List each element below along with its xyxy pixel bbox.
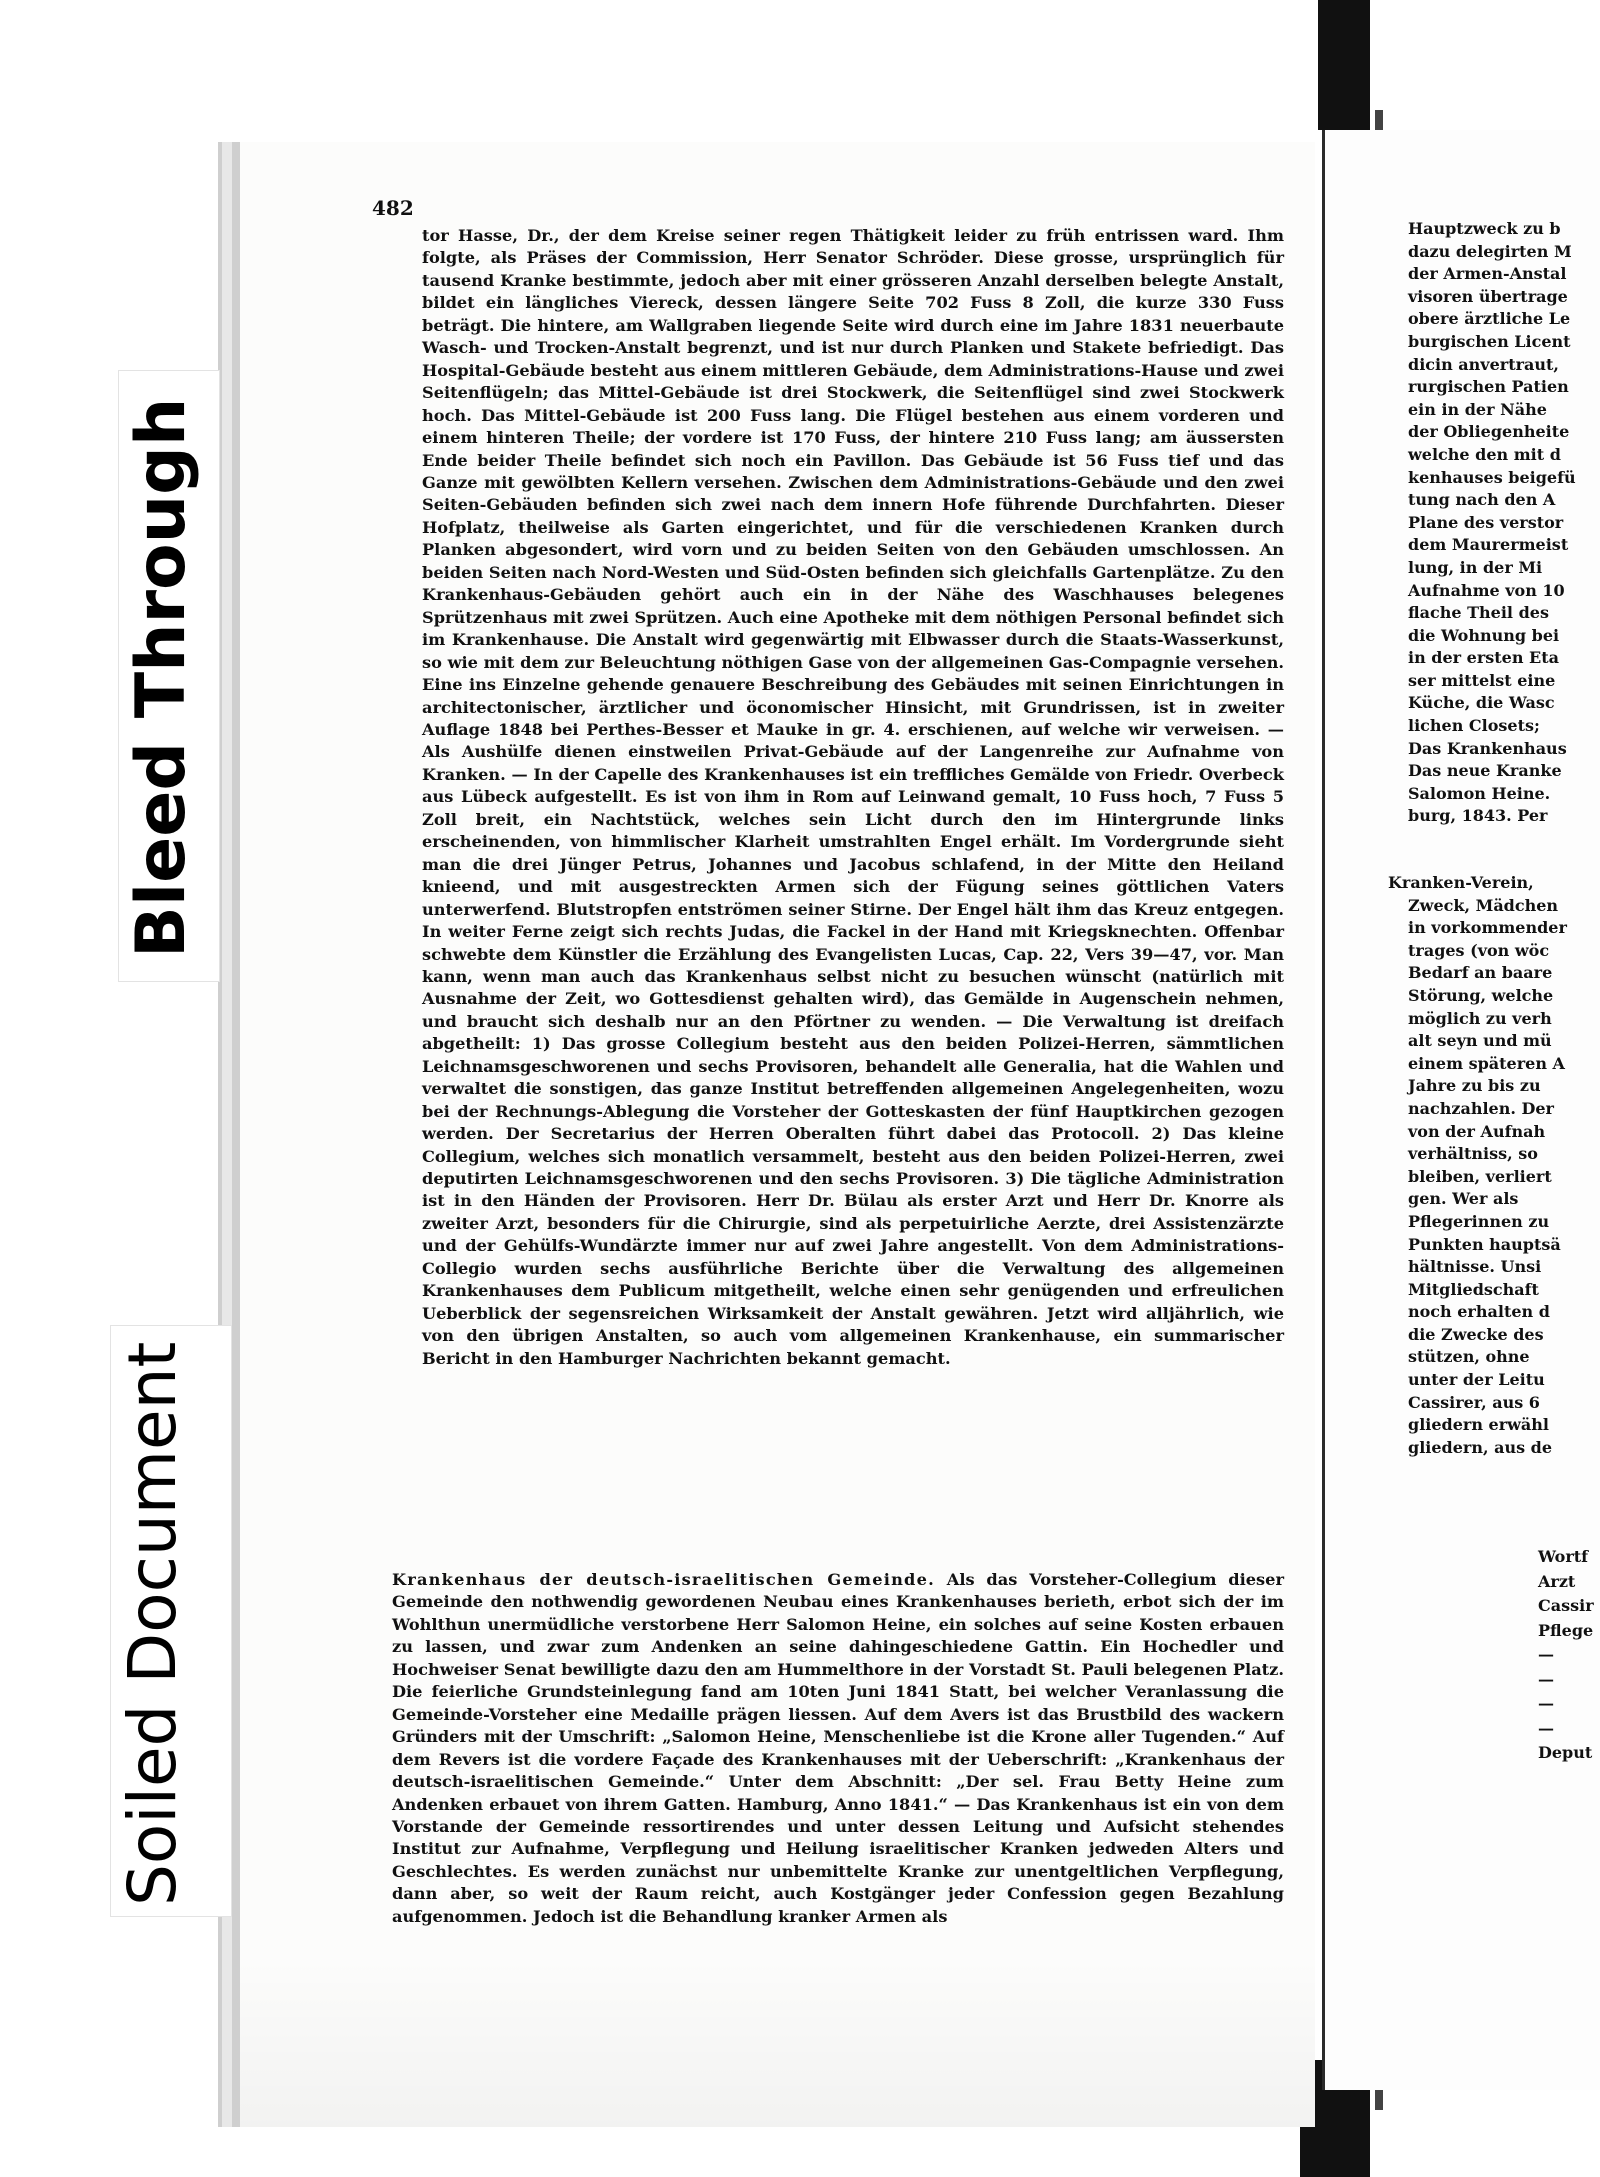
right-page-line: trages (von wöc xyxy=(1408,940,1550,960)
right-page-line: einem späteren A xyxy=(1408,1053,1565,1073)
right-page-line: burgischen Licent xyxy=(1408,331,1571,351)
right-page-line: — xyxy=(1538,1718,1554,1738)
right-page-line: nachzahlen. Der xyxy=(1408,1098,1554,1118)
right-page-line: dem Maurermeist xyxy=(1408,535,1569,555)
right-page-line: — xyxy=(1538,1669,1554,1689)
right-page-line: ein in der Nähe xyxy=(1408,399,1547,419)
right-page-line: Deput xyxy=(1538,1743,1593,1762)
right-page-line: Bedarf an baare xyxy=(1408,963,1553,983)
right-page-heading: Kranken-Verein, xyxy=(1388,873,1534,892)
right-page-line: der Obliegenheite xyxy=(1408,422,1570,442)
right-page-line: der Armen-Anstal xyxy=(1408,264,1567,284)
right-page-line: Störung, welche xyxy=(1408,985,1554,1005)
soiled-document-label: Soiled Document xyxy=(114,1341,191,1906)
right-page-line: noch erhalten d xyxy=(1408,1302,1550,1322)
right-page-line: Mitgliedschaft xyxy=(1408,1279,1539,1299)
right-page-line: hältnisse. Unsi xyxy=(1408,1257,1542,1277)
page-soiling xyxy=(240,1957,1315,2127)
right-page-line: Das Krankenhaus xyxy=(1408,738,1567,758)
right-page-line: Cassir xyxy=(1538,1596,1594,1615)
bleed-through-label: Bleed Through xyxy=(122,397,201,958)
right-page-line: Salomon Heine. xyxy=(1408,783,1551,803)
right-page-column-bottom xyxy=(1538,1545,1600,1766)
right-page-line: rurgischen Patien xyxy=(1408,377,1569,397)
right-page-line: Hauptzweck zu b xyxy=(1408,219,1561,238)
right-page-line: verhältniss, so xyxy=(1408,1144,1538,1164)
paragraph-hospital-description: tor Hasse, Dr., der dem Kreise seiner regen Thätigkeit leider zu früh entrissen ward. Ihm folgte, als Präses der Commission, Herr Senator Schröder. Diese grosse, ursprünglich für tausend Kranke bestimmte, jedoch aber mit einer grösseren Anzahl derselben belegte Anstalt, bildet ein längliches Viereck, dessen längere Seite 702 Fuss 8 Zoll, die kurze 330 Fuss beträgt. Die hintere, am Wallgraben liegende Seite wird durch eine im Jahre 1831 neuerbaute Wasch- und Trocken-Anstalt begrenzt, und ist nur durch Planken und Stakete befriedigt. Das Hospital-Gebäude besteht aus einem mittleren Gebäude, dem Administrations-Hause und zwei Seitenflügeln; das Mittel-Gebäude ist drei Stockwerk, die Seitenflügel sind zwei Stockwerk hoch. Das Mittel-Gebäude ist 200 Fuss lang. Die Flügel bestehen aus einem vorderen und einem hinteren Theile; der vordere ist 170 Fuss, der hintere 210 Fuss lang; am äussersten Ende beider Theile befindet sich noch ein Pavillon. Das Gebäude ist 56 Fuss tief und das Ganze mit gewölbten Kellern versehen. Zwischen dem Administrations-Gebäude und den zwei Seiten-Gebäuden befinden sich zwei nach dem innern Hofe führende Durchfahrten. Dieser Hofplatz, theilweise als Garten eingerichtet, und für die verschiedenen Kranken durch Planken abgesondert, wird vorn und zu beiden Seiten von den Gebäuden umschlossen. An beiden Seiten nach Nord-Westen und Süd-Osten befinden sich gleichfalls Gartenplätze. Zu den Krankenhaus-Gebäuden gehört auch ein in der Nähe des Waschhauses belegenes Sprützenhaus mit zwei Sprützen. Auch eine Apotheke mit dem nöthigen Personal befindet sich im Krankenhause. Die Anstalt wird gegenwärtig mit Elbwasser durch die Staats-Wasserkunst, so wie mit dem zur Beleuchtung nöthigen Gase von der allgemeinen Gas-Compagnie versehen. Eine ins Einzelne gehende genauere Beschreibung des Gebäudes mit seinen Einrichtungen in architectonischer, ärztlicher und öconomischer Hinsicht, mit Grundrissen, ist in zweiter Auflage 1848 bei Perthes-Besser et Mauke in gr. 4. erschienen, auf welche wir verweisen. — Als Aushülfe dienen einstweilen Privat-Gebäude auf der Langenreihe zur Aufnahme von Kranken. — In der Capelle des Krankenhauses ist ein treffliches Gemälde von Friedr. Overbeck aus Lübeck aufgestellt. Es ist von ihm in Rom auf Leinwand gemalt, 10 Fuss hoch, 7 Fuss 5 Zoll breit, ein Nachtstück, welches sein Licht durch den im Hintergrunde links erscheinenden, von himmlischer Klarheit umstrahlten Engel erhält. Im Vordergrunde sieht man die drei Jünger Petrus, Johannes und Jacobus schlafend, in der Mitte den Heiland knieend, und mit ausgestreckten Armen sich der Fügung seines göttlichen Vaters unterwerfend. Blutstropfen entströmen seiner Stirne. Der Engel hält ihm das Kreuz entgegen. In weiter Ferne zeigt sich rechts Judas, die Fackel in der Hand mit Kriegsknechten. Offenbar schwebte dem Künstler die Erzählung des Evangelisten Lucas, Cap. 22, Vers 39—47, vor. Man kann, wenn man auch das Krankenhaus selbst nicht zu besuchen wünscht (natürlich mit Ausnahme der Zeit, wo Gottesdienst gehalten wird), das Gemälde in Augenschein nehmen, und braucht sich deshalb nur an den Pförtner zu wenden. — Die Verwaltung ist dreifach abgetheilt: 1) Das grosse Collegium besteht aus den beiden Polizei-Herren, sämmtlichen Leichnamsgeschworenen und sechs Provisoren, behandelt alle Generalia, hat die Wahlen und verwaltet die sonstigen, das ganze Institut betreffenden allgemeinen Angelegenheiten, wozu bei der Rechnungs-Ablegung die Vorsteher der Gotteskasten der fünf Hauptkirchen gezogen werden. Der Secretarius der Herren Oberalten führt dabei das Protocoll. 2) Das kleine Collegium, welches sich monatlich versammelt, besteht aus den beiden Polizei-Herren, zwei deputirten Leichnamsgeschworenen und den sechs Provisoren. 3) Die tägliche Administration ist in den Händen der Provisoren. Herr Dr. Bülau als erster Arzt und Herr Dr. Knorre als zweiter Arzt, besonders für die Chirurgie, sind als perpetuirliche Aerzte, drei Assistenzärzte und der Gehülfs-Wundärzte immer nur auf zwei Jahre angestellt. Von dem Administrations-Collegio wurden sechs ausführliche Berichte über die Verwaltung des allgemeinen Krankenhauses dem Publicum mitgetheilt, welche einen sehr genügenden und erfreulichen Ueberblick der segensreichen Wirksamkeit der Anstalt gewähren. Jetzt wird alljährlich, wie von den übrigen Anstalten, so auch vom allgemeinen Krankenhause, ein summarischer Bericht in den Hamburger Nachrichten bekannt gemacht. xyxy=(422,226,1284,1368)
right-page-line: Pflege xyxy=(1538,1620,1594,1640)
section-israelite-hospital xyxy=(392,1569,1284,1928)
right-page-line: gliedern, aus de xyxy=(1408,1437,1553,1457)
page-number: 482 xyxy=(372,196,414,220)
right-page-line: stützen, ohne xyxy=(1408,1347,1530,1367)
right-page-line: von der Aufnah xyxy=(1408,1121,1546,1141)
right-page-line: — xyxy=(1538,1694,1554,1713)
right-page-line: lichen Closets; xyxy=(1408,716,1540,736)
right-page-line: Das neue Kranke xyxy=(1408,761,1562,781)
right-page-line: Küche, die Wasc xyxy=(1408,693,1555,713)
section-body: Als das Vorsteher-Collegium dieser Gemeinde den nothwendig gewordenen Neubau eines Krankenhauses berieth, erbot sich der im Wohlthun unermüdliche verstorbene Herr Salomon Heine, ein solches auf seine Kosten erbauen zu lassen, und zwar zum Andenken an seine dahingeschiedene Gattin. Ein Hochedler und Hochweiser Senat bewilligte dazu den am Hummelthore in der Vorstadt St. Pauli belegenen Platz. Die feierliche Grundsteinlegung fand am 10ten Juni 1841 Statt, bei welcher Veranlassung die Gemeinde-Vorsteher eine Medaille prägen liessen. Auf dem Avers ist das Brustbild des wackern Gründers mit der Umschrift: „Salomon Heine, Menschenliebe ist die Krone aller Tugenden.“ Auf dem Revers ist die vordere Façade des Krankenhauses mit der Ueberschrift: „Krankenhaus der deutsch-israelitischen Gemeinde.“ Unter dem Abschnitt: „Der sel. Frau Betty Heine zum Andenken erbauet von ihrem Gatten. Hamburg, Anno 1841.“ — Das Krankenhaus ist ein von dem Vorstande der Gemeinde ressortirendes und unter dessen Leitung und Aufsicht stehendes Institut zur Aufnahme, Verpflegung und Heilung israelitischer Kranken jedweden Alters und Geschlechtes. Es werden zunächst nur unbemittelte Kranke zur unentgeltlichen Verpflegung, dann aber, so weit der Raum reicht, auch Kostgänger jeder Confession gegen Bezahlung aufgenommen. Jedoch ist die Behandlung kranker Armen als xyxy=(392,1570,1284,1926)
right-page-line: gliedern erwähl xyxy=(1408,1415,1549,1435)
right-page-line: Pflegerinnen zu xyxy=(1408,1211,1550,1231)
right-page-line: Wortf xyxy=(1538,1547,1589,1566)
right-page-line: die Zwecke des xyxy=(1408,1324,1544,1344)
right-page-line: Aufnahme von 10 xyxy=(1408,580,1565,600)
right-page-line: möglich zu verh xyxy=(1408,1008,1552,1028)
right-page-line: unter der Leitu xyxy=(1408,1370,1545,1390)
right-page-line: kenhauses beigefü xyxy=(1408,467,1576,487)
right-page-line: ser mittelst eine xyxy=(1408,670,1556,690)
right-page-line: burg, 1843. Per xyxy=(1408,806,1548,826)
right-page-line: in der ersten Eta xyxy=(1408,648,1559,668)
right-page-line: — xyxy=(1538,1645,1554,1664)
right-page-line: obere ärztliche Le xyxy=(1408,309,1571,329)
main-text-column xyxy=(422,225,1284,1370)
right-page-line: Punkten hauptsä xyxy=(1408,1234,1561,1254)
right-page-line: Jahre zu bis zu xyxy=(1408,1076,1541,1096)
right-page-column-top xyxy=(1408,218,1600,828)
right-page-line: Zweck, Mädchen xyxy=(1408,895,1559,915)
right-page-line: die Wohnung bei xyxy=(1408,625,1560,645)
right-page-line: tung nach den A xyxy=(1408,490,1556,510)
right-page-line: welche den mit d xyxy=(1408,444,1561,464)
right-page-line: dicin anvertraut, xyxy=(1408,354,1559,374)
right-page-line: flache Theil des xyxy=(1408,603,1549,623)
section-heading: Krankenhaus der deutsch-israelitischen Gemeinde. xyxy=(392,1570,935,1589)
right-page-line: gen. Wer als xyxy=(1408,1189,1519,1209)
right-page-column-middle xyxy=(1388,872,1588,1459)
right-page-line: alt seyn und mü xyxy=(1408,1031,1552,1051)
binder-clip-top xyxy=(1318,0,1370,130)
right-page-line: visoren übertrage xyxy=(1408,286,1568,306)
right-page-line: lung, in der Mi xyxy=(1408,557,1543,577)
right-page-line: Cassirer, aus 6 xyxy=(1408,1392,1540,1412)
right-page-line: dazu delegirten M xyxy=(1408,241,1572,261)
right-page-line: Plane des verstor xyxy=(1408,512,1564,532)
right-page-line: Arzt xyxy=(1538,1571,1576,1591)
right-page-line: in vorkommender xyxy=(1408,918,1567,938)
right-page-line: bleiben, verliert xyxy=(1408,1166,1552,1186)
